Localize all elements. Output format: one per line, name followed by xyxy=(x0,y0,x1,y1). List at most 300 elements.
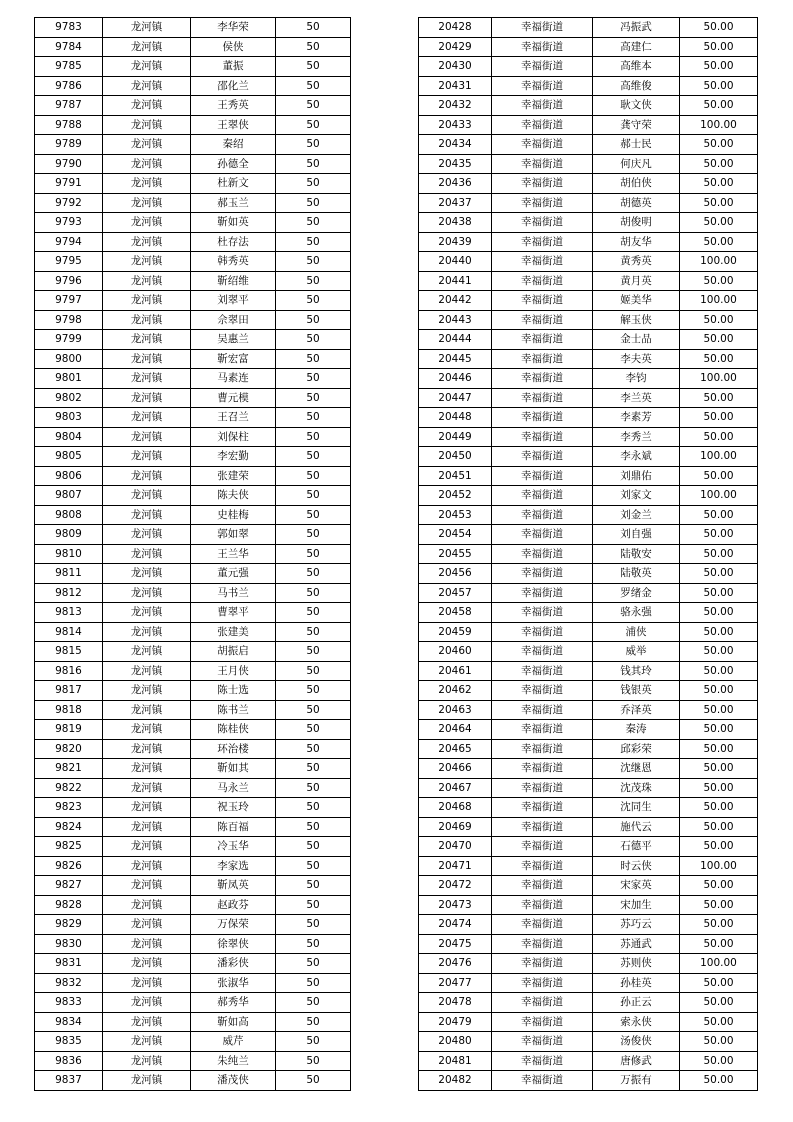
table-row xyxy=(35,583,351,603)
row-id-cell: 20455 xyxy=(419,544,492,564)
name-cell: 苏通武 xyxy=(593,934,680,954)
name-cell: 高建仁 xyxy=(593,37,680,57)
table-row xyxy=(35,798,351,818)
amount-cell: 50 xyxy=(276,700,351,720)
district-cell: 龙河镇 xyxy=(103,447,191,467)
table-row xyxy=(35,973,351,993)
district-cell: 幸福街道 xyxy=(492,837,593,857)
amount-cell: 50.00 xyxy=(680,1012,758,1032)
district-cell: 龙河镇 xyxy=(103,271,191,291)
row-id-cell: 20436 xyxy=(419,174,492,194)
row-id-cell: 9816 xyxy=(35,661,103,681)
table-row xyxy=(35,76,351,96)
district-cell: 幸福街道 xyxy=(492,135,593,155)
name-cell: 邱彩荣 xyxy=(593,739,680,759)
name-cell: 何庆凡 xyxy=(593,154,680,174)
right-table-body xyxy=(419,18,758,1091)
table-row xyxy=(35,408,351,428)
row-id-cell: 20479 xyxy=(419,1012,492,1032)
row-id-cell: 9809 xyxy=(35,525,103,545)
table-row xyxy=(35,700,351,720)
amount-cell: 50 xyxy=(276,232,351,252)
district-cell: 幸福街道 xyxy=(492,759,593,779)
district-cell: 龙河镇 xyxy=(103,895,191,915)
name-cell: 郭如翠 xyxy=(191,525,276,545)
row-id-cell: 9784 xyxy=(35,37,103,57)
district-cell: 龙河镇 xyxy=(103,778,191,798)
table-row xyxy=(419,505,758,525)
district-cell: 幸福街道 xyxy=(492,330,593,350)
amount-cell: 50.00 xyxy=(680,18,758,38)
district-cell: 龙河镇 xyxy=(103,349,191,369)
table-row xyxy=(35,856,351,876)
name-cell: 陈书兰 xyxy=(191,700,276,720)
table-row xyxy=(419,193,758,213)
amount-cell: 50 xyxy=(276,759,351,779)
table-row xyxy=(35,934,351,954)
name-cell: 孙正云 xyxy=(593,993,680,1013)
name-cell: 徐翠侠 xyxy=(191,934,276,954)
amount-cell: 50 xyxy=(276,1012,351,1032)
row-id-cell: 9792 xyxy=(35,193,103,213)
table-row xyxy=(35,388,351,408)
district-cell: 龙河镇 xyxy=(103,174,191,194)
district-cell: 龙河镇 xyxy=(103,232,191,252)
district-cell: 龙河镇 xyxy=(103,115,191,135)
table-row xyxy=(35,505,351,525)
table-row xyxy=(35,1032,351,1052)
table-row xyxy=(35,57,351,77)
amount-cell: 50 xyxy=(276,973,351,993)
amount-cell: 50 xyxy=(276,37,351,57)
amount-cell: 100.00 xyxy=(680,856,758,876)
name-cell: 陆敬英 xyxy=(593,564,680,584)
row-id-cell: 9826 xyxy=(35,856,103,876)
table-row xyxy=(419,466,758,486)
row-id-cell: 9835 xyxy=(35,1032,103,1052)
table-row xyxy=(35,681,351,701)
name-cell: 史桂梅 xyxy=(191,505,276,525)
table-row xyxy=(419,76,758,96)
table-row xyxy=(35,115,351,135)
row-id-cell: 20449 xyxy=(419,427,492,447)
amount-cell: 50.00 xyxy=(680,759,758,779)
table-row xyxy=(419,310,758,330)
row-id-cell: 9829 xyxy=(35,915,103,935)
name-cell: 侯侠 xyxy=(191,37,276,57)
amount-cell: 50.00 xyxy=(680,232,758,252)
row-id-cell: 9791 xyxy=(35,174,103,194)
name-cell: 陈士选 xyxy=(191,681,276,701)
name-cell: 胡俊明 xyxy=(593,213,680,233)
row-id-cell: 20432 xyxy=(419,96,492,116)
amount-cell: 50.00 xyxy=(680,720,758,740)
district-cell: 龙河镇 xyxy=(103,466,191,486)
amount-cell: 50 xyxy=(276,798,351,818)
row-id-cell: 9799 xyxy=(35,330,103,350)
district-cell: 幸福街道 xyxy=(492,739,593,759)
row-id-cell: 20442 xyxy=(419,291,492,311)
table-row xyxy=(35,174,351,194)
amount-cell: 50.00 xyxy=(680,817,758,837)
row-id-cell: 9828 xyxy=(35,895,103,915)
table-row xyxy=(419,525,758,545)
amount-cell: 50.00 xyxy=(680,1051,758,1071)
district-cell: 幸福街道 xyxy=(492,505,593,525)
row-id-cell: 20463 xyxy=(419,700,492,720)
amount-cell: 50 xyxy=(276,271,351,291)
district-cell: 龙河镇 xyxy=(103,486,191,506)
row-id-cell: 9822 xyxy=(35,778,103,798)
left-table-body xyxy=(35,18,351,1091)
district-cell: 龙河镇 xyxy=(103,622,191,642)
district-cell: 龙河镇 xyxy=(103,1032,191,1052)
district-cell: 幸福街道 xyxy=(492,18,593,38)
district-cell: 幸福街道 xyxy=(492,525,593,545)
name-cell: 李素芳 xyxy=(593,408,680,428)
amount-cell: 50.00 xyxy=(680,876,758,896)
name-cell: 威举 xyxy=(593,642,680,662)
name-cell: 时云侠 xyxy=(593,856,680,876)
row-id-cell: 20470 xyxy=(419,837,492,857)
district-cell: 幸福街道 xyxy=(492,681,593,701)
amount-cell: 50 xyxy=(276,739,351,759)
district-cell: 龙河镇 xyxy=(103,603,191,623)
row-id-cell: 9825 xyxy=(35,837,103,857)
name-cell: 靳如其 xyxy=(191,759,276,779)
name-cell: 黄月英 xyxy=(593,271,680,291)
name-cell: 马素连 xyxy=(191,369,276,389)
district-cell: 龙河镇 xyxy=(103,154,191,174)
amount-cell: 50.00 xyxy=(680,915,758,935)
row-id-cell: 20429 xyxy=(419,37,492,57)
table-row xyxy=(35,895,351,915)
district-cell: 幸福街道 xyxy=(492,661,593,681)
district-cell: 龙河镇 xyxy=(103,1071,191,1091)
row-id-cell: 20456 xyxy=(419,564,492,584)
district-cell: 龙河镇 xyxy=(103,505,191,525)
district-cell: 龙河镇 xyxy=(103,798,191,818)
amount-cell: 50 xyxy=(276,1051,351,1071)
table-row xyxy=(35,876,351,896)
row-id-cell: 20473 xyxy=(419,895,492,915)
amount-cell: 50.00 xyxy=(680,661,758,681)
name-cell: 施代云 xyxy=(593,817,680,837)
amount-cell: 50 xyxy=(276,193,351,213)
name-cell: 解玉侠 xyxy=(593,310,680,330)
district-cell: 幸福街道 xyxy=(492,57,593,77)
table-row xyxy=(419,837,758,857)
name-cell: 王召兰 xyxy=(191,408,276,428)
name-cell: 曹元模 xyxy=(191,388,276,408)
table-row xyxy=(35,427,351,447)
district-cell: 幸福街道 xyxy=(492,486,593,506)
row-id-cell: 20447 xyxy=(419,388,492,408)
table-row xyxy=(35,778,351,798)
table-row xyxy=(419,622,758,642)
district-cell: 幸福街道 xyxy=(492,213,593,233)
row-id-cell: 9797 xyxy=(35,291,103,311)
row-id-cell: 20450 xyxy=(419,447,492,467)
row-id-cell: 20474 xyxy=(419,915,492,935)
amount-cell: 50.00 xyxy=(680,622,758,642)
amount-cell: 50.00 xyxy=(680,993,758,1013)
district-cell: 龙河镇 xyxy=(103,193,191,213)
table-row xyxy=(419,37,758,57)
name-cell: 胡振启 xyxy=(191,642,276,662)
row-id-cell: 9796 xyxy=(35,271,103,291)
amount-cell: 50 xyxy=(276,330,351,350)
table-row xyxy=(419,486,758,506)
district-cell: 龙河镇 xyxy=(103,213,191,233)
district-cell: 幸福街道 xyxy=(492,115,593,135)
table-row xyxy=(419,876,758,896)
name-cell: 龚守荣 xyxy=(593,115,680,135)
table-row xyxy=(35,1051,351,1071)
amount-cell: 50.00 xyxy=(680,1032,758,1052)
name-cell: 万保荣 xyxy=(191,915,276,935)
row-id-cell: 20444 xyxy=(419,330,492,350)
name-cell: 姬美华 xyxy=(593,291,680,311)
district-cell: 幸福街道 xyxy=(492,466,593,486)
row-id-cell: 20445 xyxy=(419,349,492,369)
row-id-cell: 9793 xyxy=(35,213,103,233)
district-cell: 龙河镇 xyxy=(103,1051,191,1071)
amount-cell: 50 xyxy=(276,18,351,38)
amount-cell: 50.00 xyxy=(680,271,758,291)
district-cell: 幸福街道 xyxy=(492,973,593,993)
table-row xyxy=(419,1051,758,1071)
row-id-cell: 9821 xyxy=(35,759,103,779)
amount-cell: 50.00 xyxy=(680,135,758,155)
table-row xyxy=(419,213,758,233)
table-row xyxy=(35,544,351,564)
amount-cell: 50.00 xyxy=(680,408,758,428)
table-row xyxy=(419,993,758,1013)
table-row xyxy=(419,603,758,623)
table-row xyxy=(419,388,758,408)
name-cell: 刘家文 xyxy=(593,486,680,506)
amount-cell: 50.00 xyxy=(680,564,758,584)
table-row xyxy=(35,193,351,213)
table-row xyxy=(35,837,351,857)
amount-cell: 50 xyxy=(276,895,351,915)
name-cell: 沈继恩 xyxy=(593,759,680,779)
name-cell: 刘鼎佑 xyxy=(593,466,680,486)
table-row xyxy=(35,739,351,759)
district-cell: 幸福街道 xyxy=(492,993,593,1013)
amount-cell: 50.00 xyxy=(680,505,758,525)
row-id-cell: 9802 xyxy=(35,388,103,408)
district-cell: 幸福街道 xyxy=(492,876,593,896)
amount-cell: 50 xyxy=(276,778,351,798)
table-row xyxy=(419,330,758,350)
table-row xyxy=(419,154,758,174)
district-cell: 龙河镇 xyxy=(103,76,191,96)
amount-cell: 50 xyxy=(276,681,351,701)
district-cell: 龙河镇 xyxy=(103,642,191,662)
name-cell: 王翠侠 xyxy=(191,115,276,135)
name-cell: 杜新文 xyxy=(191,174,276,194)
name-cell: 孙桂英 xyxy=(593,973,680,993)
table-row xyxy=(419,115,758,135)
name-cell: 王兰华 xyxy=(191,544,276,564)
row-id-cell: 9813 xyxy=(35,603,103,623)
name-cell: 冷玉华 xyxy=(191,837,276,857)
district-cell: 幸福街道 xyxy=(492,544,593,564)
table-row xyxy=(35,96,351,116)
amount-cell: 50 xyxy=(276,1071,351,1091)
name-cell: 韩秀英 xyxy=(191,252,276,272)
row-id-cell: 9789 xyxy=(35,135,103,155)
table-row xyxy=(35,291,351,311)
table-row xyxy=(35,369,351,389)
name-cell: 罗绪金 xyxy=(593,583,680,603)
name-cell: 杜存法 xyxy=(191,232,276,252)
row-id-cell: 20437 xyxy=(419,193,492,213)
amount-cell: 50 xyxy=(276,564,351,584)
amount-cell: 50.00 xyxy=(680,174,758,194)
table-row xyxy=(35,993,351,1013)
table-row xyxy=(419,369,758,389)
amount-cell: 50.00 xyxy=(680,895,758,915)
row-id-cell: 9833 xyxy=(35,993,103,1013)
district-cell: 龙河镇 xyxy=(103,583,191,603)
table-row xyxy=(419,661,758,681)
row-id-cell: 9790 xyxy=(35,154,103,174)
name-cell: 宋家英 xyxy=(593,876,680,896)
row-id-cell: 20431 xyxy=(419,76,492,96)
row-id-cell: 9814 xyxy=(35,622,103,642)
row-id-cell: 20446 xyxy=(419,369,492,389)
district-cell: 幸福街道 xyxy=(492,817,593,837)
amount-cell: 50 xyxy=(276,915,351,935)
table-row xyxy=(419,778,758,798)
district-cell: 龙河镇 xyxy=(103,876,191,896)
district-cell: 龙河镇 xyxy=(103,310,191,330)
name-cell: 潘彩侠 xyxy=(191,954,276,974)
amount-cell: 100.00 xyxy=(680,369,758,389)
row-id-cell: 9818 xyxy=(35,700,103,720)
name-cell: 刘自强 xyxy=(593,525,680,545)
row-id-cell: 20469 xyxy=(419,817,492,837)
table-row xyxy=(35,271,351,291)
district-cell: 幸福街道 xyxy=(492,1051,593,1071)
name-cell: 乔泽英 xyxy=(593,700,680,720)
table-row xyxy=(419,252,758,272)
district-cell: 幸福街道 xyxy=(492,603,593,623)
row-id-cell: 20454 xyxy=(419,525,492,545)
row-id-cell: 20433 xyxy=(419,115,492,135)
name-cell: 刘金兰 xyxy=(593,505,680,525)
name-cell: 环治楼 xyxy=(191,739,276,759)
district-cell: 龙河镇 xyxy=(103,856,191,876)
district-cell: 龙河镇 xyxy=(103,408,191,428)
district-cell: 龙河镇 xyxy=(103,915,191,935)
name-cell: 冯振武 xyxy=(593,18,680,38)
amount-cell: 50 xyxy=(276,213,351,233)
row-id-cell: 20428 xyxy=(419,18,492,38)
name-cell: 李家选 xyxy=(191,856,276,876)
amount-cell: 100.00 xyxy=(680,954,758,974)
table-row xyxy=(35,525,351,545)
name-cell: 朱纯兰 xyxy=(191,1051,276,1071)
table-row xyxy=(35,486,351,506)
table-row xyxy=(35,1071,351,1091)
amount-cell: 50 xyxy=(276,817,351,837)
district-cell: 幸福街道 xyxy=(492,1032,593,1052)
district-cell: 龙河镇 xyxy=(103,388,191,408)
district-cell: 龙河镇 xyxy=(103,661,191,681)
amount-cell: 50.00 xyxy=(680,310,758,330)
row-id-cell: 9832 xyxy=(35,973,103,993)
table-row xyxy=(35,817,351,837)
row-id-cell: 20481 xyxy=(419,1051,492,1071)
district-cell: 幸福街道 xyxy=(492,798,593,818)
name-cell: 汤俊侠 xyxy=(593,1032,680,1052)
table-row xyxy=(419,232,758,252)
amount-cell: 50 xyxy=(276,349,351,369)
name-cell: 靳绍维 xyxy=(191,271,276,291)
name-cell: 李兰英 xyxy=(593,388,680,408)
amount-cell: 50 xyxy=(276,642,351,662)
amount-cell: 50 xyxy=(276,76,351,96)
table-row xyxy=(419,135,758,155)
district-cell: 幸福街道 xyxy=(492,37,593,57)
row-id-cell: 9815 xyxy=(35,642,103,662)
name-cell: 马书兰 xyxy=(191,583,276,603)
table-row xyxy=(35,37,351,57)
district-cell: 龙河镇 xyxy=(103,369,191,389)
district-cell: 龙河镇 xyxy=(103,544,191,564)
name-cell: 吴惠兰 xyxy=(191,330,276,350)
name-cell: 靳如高 xyxy=(191,1012,276,1032)
district-cell: 幸福街道 xyxy=(492,642,593,662)
name-cell: 董元强 xyxy=(191,564,276,584)
table-row xyxy=(419,1012,758,1032)
row-id-cell: 20430 xyxy=(419,57,492,77)
row-id-cell: 20438 xyxy=(419,213,492,233)
district-cell: 龙河镇 xyxy=(103,330,191,350)
amount-cell: 50 xyxy=(276,603,351,623)
name-cell: 高维本 xyxy=(593,57,680,77)
amount-cell: 50 xyxy=(276,408,351,428)
name-cell: 李秀兰 xyxy=(593,427,680,447)
name-cell: 王秀英 xyxy=(191,96,276,116)
row-id-cell: 20480 xyxy=(419,1032,492,1052)
row-id-cell: 20471 xyxy=(419,856,492,876)
row-id-cell: 9805 xyxy=(35,447,103,467)
amount-cell: 50.00 xyxy=(680,525,758,545)
district-cell: 龙河镇 xyxy=(103,525,191,545)
row-id-cell: 9806 xyxy=(35,466,103,486)
row-id-cell: 9783 xyxy=(35,18,103,38)
name-cell: 陈桂侠 xyxy=(191,720,276,740)
name-cell: 靳凤英 xyxy=(191,876,276,896)
table-row xyxy=(419,427,758,447)
name-cell: 佘翠田 xyxy=(191,310,276,330)
name-cell: 李夫英 xyxy=(593,349,680,369)
name-cell: 秦绍 xyxy=(191,135,276,155)
table-row xyxy=(419,18,758,38)
amount-cell: 50.00 xyxy=(680,681,758,701)
table-row xyxy=(419,895,758,915)
amount-cell: 100.00 xyxy=(680,486,758,506)
district-cell: 幸福街道 xyxy=(492,388,593,408)
amount-cell: 50.00 xyxy=(680,837,758,857)
name-cell: 潘茂侠 xyxy=(191,1071,276,1091)
name-cell: 胡友华 xyxy=(593,232,680,252)
